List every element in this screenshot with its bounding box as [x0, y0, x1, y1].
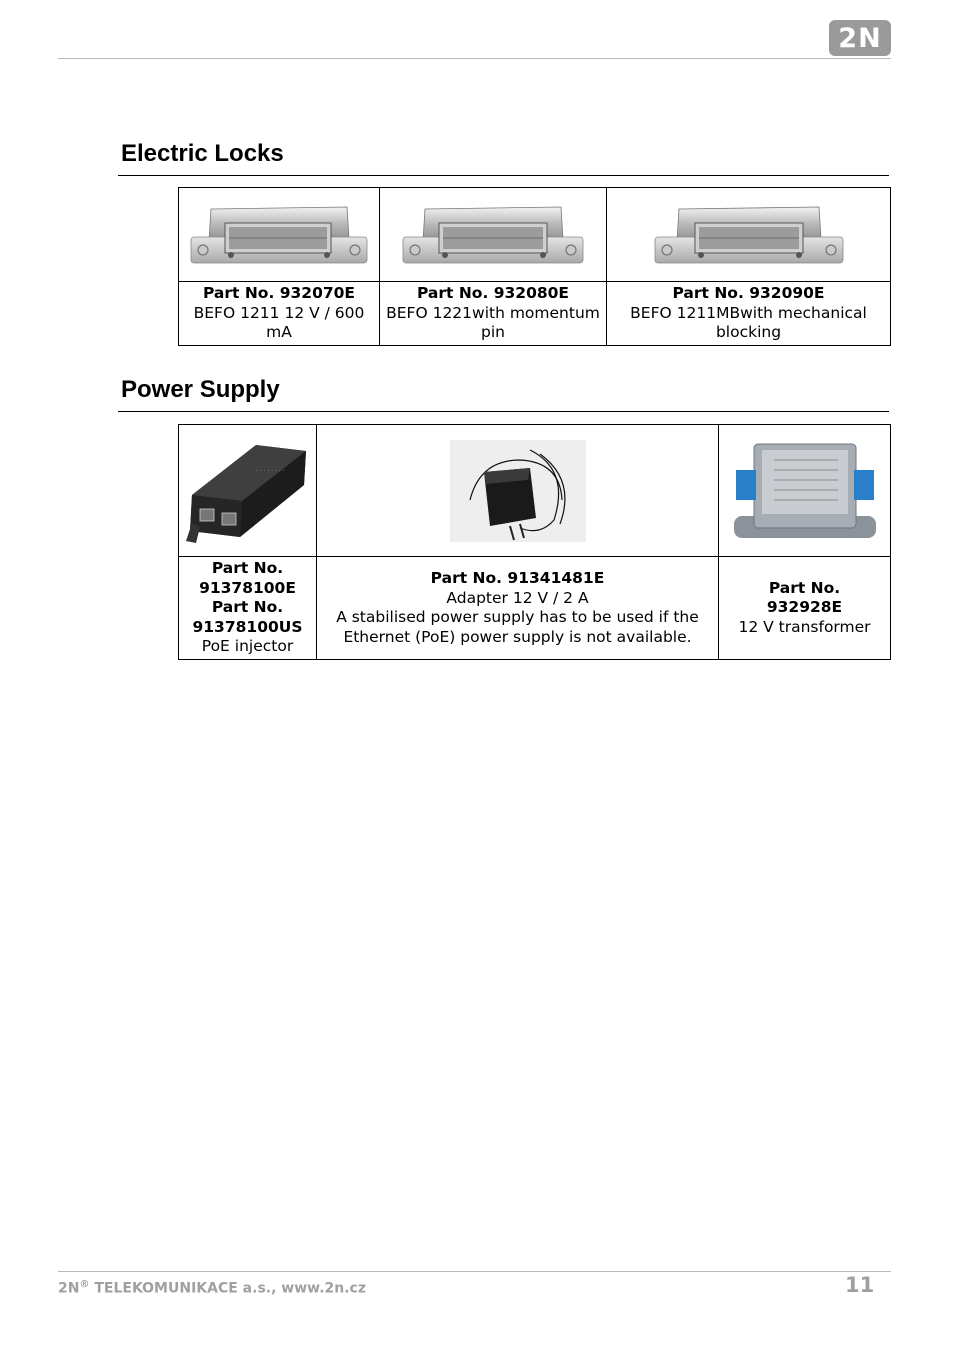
- part-description: BEFO 1211MBwith mechanical blocking: [630, 303, 867, 342]
- lock-info-cell-1: [179, 282, 380, 346]
- part-number: Part No.: [768, 578, 841, 597]
- electric-lock-image: [653, 199, 845, 271]
- part-description: Adapter 12 V / 2 A: [446, 588, 589, 607]
- transformer-image-cell: [719, 425, 891, 557]
- part-description: BEFO 1211 12 V / 600 mA: [193, 303, 365, 342]
- part-number: Part No. 932080E: [416, 284, 570, 303]
- footer-company-prefix: 2N: [58, 1280, 80, 1297]
- part-description: BEFO 1221with momentum pin: [386, 303, 600, 342]
- part-description: Ethernet (PoE) power supply is not available.: [343, 627, 692, 646]
- svg-text:· · · · · · · ·: · · · · · · · ·: [255, 467, 285, 475]
- part-description: 12 V transformer: [738, 617, 871, 636]
- electric-lock-image: [401, 199, 585, 271]
- lock-image-cell-3: [607, 188, 891, 282]
- lock-info-cell-3: [607, 282, 891, 346]
- page-number: 11: [845, 1273, 875, 1297]
- part-number: Part No. 932090E: [672, 284, 825, 303]
- company-logo: [829, 20, 891, 56]
- lock-image-cell-2: [380, 188, 607, 282]
- section-rule-power-supply: [118, 411, 889, 412]
- section-rule-electric-locks: [118, 175, 889, 176]
- part-number: Part No. 91341481E: [430, 569, 605, 587]
- lock-image-cell-1: [179, 188, 380, 282]
- section-title-electric-locks: Electric Locks: [121, 140, 284, 167]
- power-adapter-image: [450, 440, 586, 542]
- header-rule: [58, 58, 891, 59]
- logo-text: 2N: [838, 22, 882, 54]
- part-number: Part No.: [211, 559, 284, 578]
- poe-image-cell: [179, 425, 317, 557]
- part-number: Part No.: [211, 598, 284, 617]
- registered-mark: ®: [79, 1279, 90, 1290]
- part-description: PoE injector: [201, 637, 294, 656]
- adapter-info-cell: [317, 557, 719, 660]
- part-number: 91378100E: [199, 578, 296, 597]
- part-number: 932928E: [766, 598, 843, 617]
- transformer-image: [734, 440, 876, 542]
- adapter-image-cell: [317, 425, 719, 557]
- part-number: Part No. 932070E: [202, 284, 356, 303]
- electric-lock-image: [189, 199, 369, 271]
- transformer-info-cell: [719, 557, 891, 660]
- footer-company: [58, 1279, 366, 1297]
- footer-company-rest: TELEKOMUNIKACE a.s., www.2n.cz: [89, 1280, 366, 1297]
- lock-info-cell-2: [380, 282, 607, 346]
- footer-rule: [58, 1271, 891, 1272]
- part-description: A stabilised power supply has to be used if the: [336, 608, 699, 626]
- part-number: 91378100US: [192, 617, 303, 636]
- poe-injector-image: [186, 437, 310, 545]
- electric-locks-table: [178, 187, 891, 346]
- section-title-power-supply: Power Supply: [121, 376, 280, 403]
- power-supply-table: [178, 424, 891, 660]
- poe-info-cell: [179, 557, 317, 660]
